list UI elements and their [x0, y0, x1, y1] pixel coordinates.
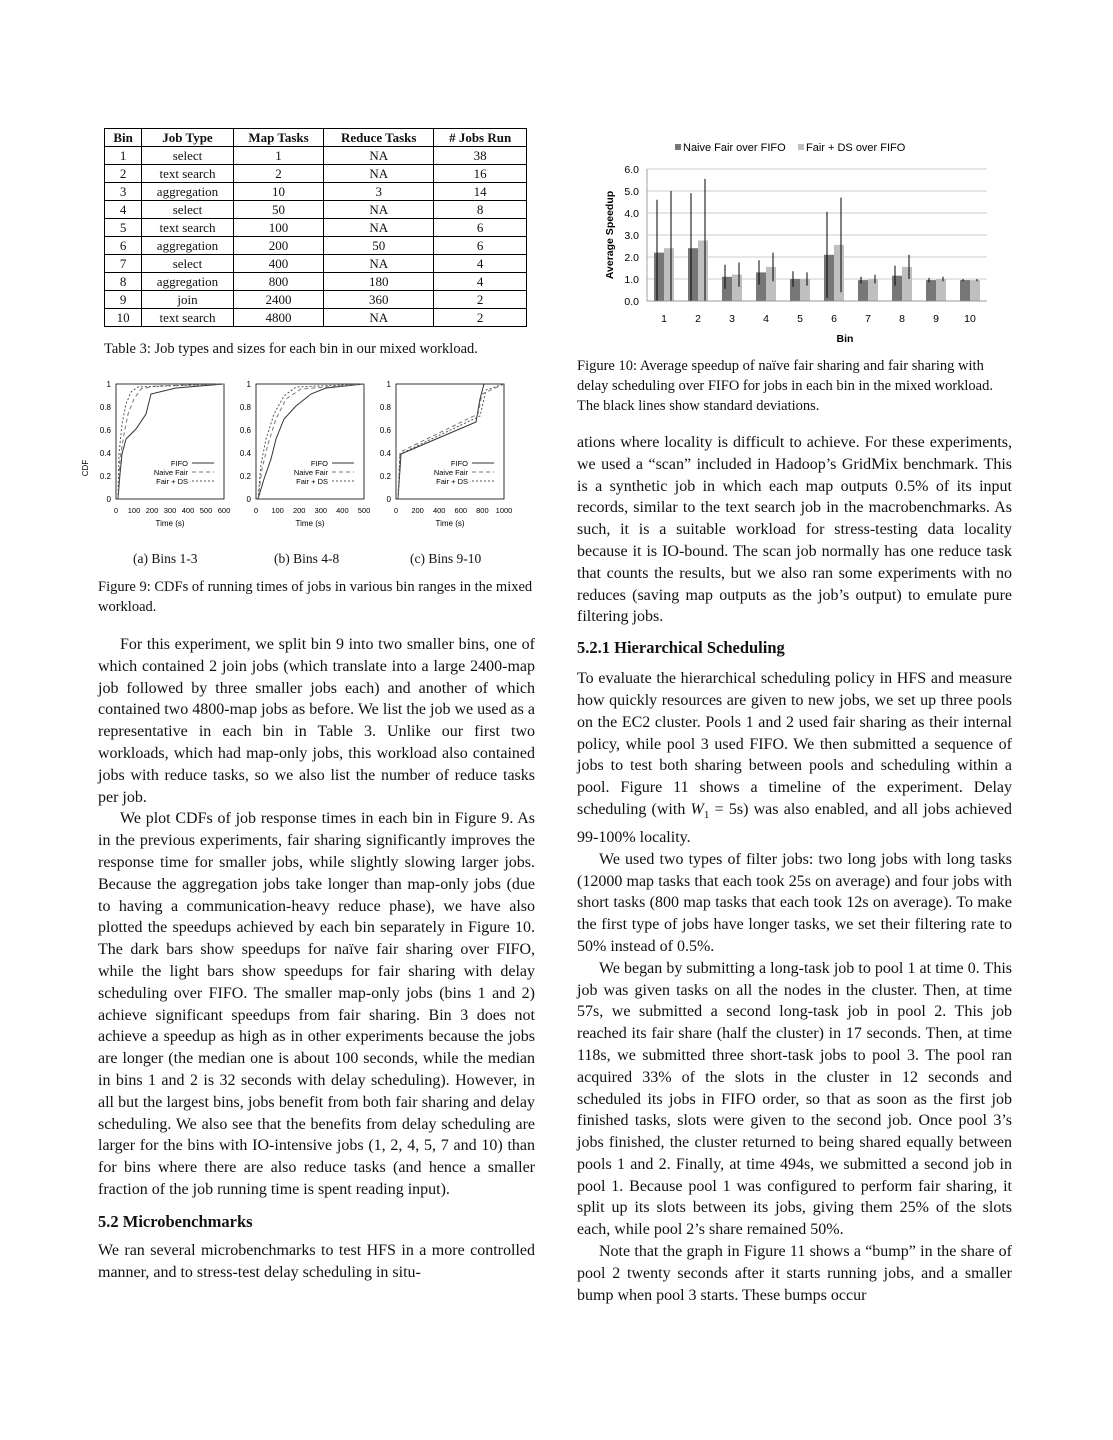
bar: [970, 280, 980, 301]
xtick-label: 300: [163, 506, 177, 515]
xtick-label: 400: [432, 506, 446, 515]
table-row: [105, 219, 527, 237]
table-row: [105, 183, 527, 201]
table-header-cell: Reduce Tasks: [324, 129, 434, 147]
xtick-label: 500: [199, 506, 213, 515]
table-cell: 50: [233, 201, 323, 219]
bar: [868, 279, 878, 301]
table-cell: 6: [434, 237, 527, 255]
ytick-label: 0.2: [379, 472, 391, 481]
table-row: [105, 165, 527, 183]
ytick-label: 6.0: [624, 164, 639, 176]
table-row: [105, 291, 527, 309]
xtick-label: 500: [357, 506, 371, 515]
xtick-label: 0: [113, 506, 119, 515]
ytick-label: 0.2: [99, 472, 111, 481]
table-header-row: [105, 129, 527, 147]
table-cell: 8: [105, 273, 142, 291]
paragraph: We ran several microbenchmarks to test HFS in a more controlled manner, and to stress-test delay scheduling in situ-: [98, 1241, 535, 1281]
bar: [926, 280, 936, 301]
ytick-label: 0.8: [239, 403, 251, 412]
table-cell: 6: [434, 219, 527, 237]
xtick-label: 300: [314, 506, 328, 515]
table-cell: 4800: [233, 309, 323, 327]
bar: [766, 267, 776, 301]
xtick-label: 200: [292, 506, 306, 515]
bar: [892, 276, 902, 301]
ytick-label: 0.8: [379, 403, 391, 412]
legend-label: Fair + DS: [436, 477, 468, 486]
xtick-label: 2: [695, 313, 701, 325]
table-cell: 800: [233, 273, 323, 291]
table-cell: 9: [105, 291, 142, 309]
xtick-label: 200: [145, 506, 159, 515]
table-cell: aggregation: [142, 183, 234, 201]
legend-label: Naive Fair: [293, 468, 328, 477]
table-cell: 16: [434, 165, 527, 183]
table-cell: select: [142, 255, 234, 273]
table-header-cell: # Jobs Run: [434, 129, 527, 147]
table-cell: NA: [324, 201, 434, 219]
table-cell: 14: [434, 183, 527, 201]
legend-entry: Naive Fair over FIFO: [683, 142, 786, 154]
fig9-sublabels: [98, 551, 535, 573]
fig10-ylabel: Average Speedup: [604, 190, 616, 280]
bar: [936, 279, 946, 301]
table-cell: 4: [105, 201, 142, 219]
text-span: To evaluate the hierarchical scheduling policy in HFS and measure how quickly resources are given to new jobs, we set up three pools on the EC2 cluster. Pools 1 and 2 used fair sharing as their internal policy, while pool 3 used FIFO. We then submitted a sequence of jobs to test both sharing between pools and scheduling within a pool. Figure 11 shows a timeline of the experiment. Delay scheduling (with: [577, 670, 1012, 818]
ytick-label: 0: [386, 495, 391, 504]
bar: [698, 241, 708, 302]
ytick-label: 0.8: [99, 403, 111, 412]
table-cell: 6: [105, 237, 142, 255]
legend-entry: Fair + DS over FIFO: [806, 142, 906, 154]
ytick-label: 0.4: [99, 449, 111, 458]
table-cell: 200: [233, 237, 323, 255]
table-body: [105, 147, 527, 327]
paragraph: Note that the graph in Figure 11 shows a “bump” in the share of pool 2 twenty seconds after it starts running jobs, and a smaller bump when pool 3 starts. These bumps occur: [577, 1243, 1012, 1304]
figure-9: [81, 376, 535, 551]
bar: [960, 280, 970, 301]
bar: [902, 267, 912, 301]
xtick-label: 100: [127, 506, 141, 515]
paragraph: ations where locality is difficult to achieve. For these experiments, we used a “scan” included in Hadoop’s GridMix benchmark. This is a synthetic job in which each map outputs 0.5% of its input records, similar to the text search job in the macrobenchmarks. As such, it is a suitable workload for stress-testing data locality because it is IO-bound. The scan job normally has one reduce task that counts the results, but we also ran some experiments with no reduces (saving map outputs as the job’s output) to emulate pure filtering jobs.: [577, 434, 1012, 626]
table-cell: 2: [233, 165, 323, 183]
table-row: [105, 255, 527, 273]
legend-swatch: [798, 144, 804, 150]
table-cell: NA: [324, 309, 434, 327]
table-cell: 1: [105, 147, 142, 165]
figure-10: [577, 128, 1012, 346]
table-cell: 5: [105, 219, 142, 237]
paragraph: We used two types of filter jobs: two long jobs with long tasks (12000 map tasks that each took 25s on average) and four jobs with short tasks (800 map tasks that each took 12s on average). To make the first type of jobs have longer tasks, we set their filtering rate to 50% instead of 0.5%.: [577, 850, 1012, 955]
table-cell: text search: [142, 309, 234, 327]
ytick-label: 0.6: [239, 426, 251, 435]
legend-label: Naive Fair: [153, 468, 188, 477]
ytick-label: 0.4: [239, 449, 251, 458]
table-cell: 3: [105, 183, 142, 201]
bar: [824, 255, 834, 301]
table-cell: aggregation: [142, 237, 234, 255]
table-cell: aggregation: [142, 273, 234, 291]
legend-label: FIFO: [310, 459, 328, 468]
xlabel: Time (s): [435, 519, 465, 528]
xtick-label: 6: [831, 313, 837, 325]
bar: [722, 277, 732, 301]
ytick-label: 1.0: [624, 274, 639, 286]
bar: [688, 248, 698, 301]
bar: [800, 279, 810, 301]
ytick-label: 1: [386, 380, 391, 389]
fig9-sublabel-c: (c) Bins 9-10: [410, 551, 482, 566]
table-cell: 2: [105, 165, 142, 183]
xtick-label: 10: [964, 313, 976, 325]
xtick-label: 400: [181, 506, 195, 515]
xtick-label: 5: [797, 313, 803, 325]
right-column: [577, 128, 1012, 1306]
table-cell: 10: [105, 309, 142, 327]
fig10-legend: [675, 142, 906, 154]
ytick-label: 0.4: [379, 449, 391, 458]
ytick-label: 4.0: [624, 208, 639, 220]
table-cell: 4: [434, 273, 527, 291]
table-cell: 8: [434, 201, 527, 219]
table-3-caption: Table 3: Job types and sizes for each bin in our mixed workload.: [104, 341, 478, 357]
figure-9-caption: Figure 9: CDFs of running times of jobs in various bin ranges in the mixed workload.: [98, 579, 533, 615]
figure-10-caption: Figure 10: Average speedup of naïve fair sharing and fair sharing with delay scheduling over FIFO for jobs in each bin in the mixed workload. The black lines show standard deviations.: [577, 358, 993, 414]
table-row: [105, 309, 527, 327]
bar: [834, 245, 844, 301]
xtick-label: 0: [393, 506, 399, 515]
xtick-label: 800: [476, 506, 489, 515]
legend-label: Naive Fair: [433, 468, 468, 477]
xtick-label: 100: [271, 506, 284, 515]
left-column: [81, 128, 535, 1283]
table-cell: 2400: [233, 291, 323, 309]
table-cell: NA: [324, 219, 434, 237]
ytick-label: 1: [106, 380, 111, 389]
table-cell: 400: [233, 255, 323, 273]
table-header-cell: Map Tasks: [233, 129, 323, 147]
paragraph: [577, 668, 1012, 849]
subsection-heading: 5.2.1 Hierarchical Scheduling: [577, 638, 785, 658]
legend-swatch: [675, 144, 681, 150]
table-row: [105, 273, 527, 291]
table-cell: 10: [233, 183, 323, 201]
ytick-label: 3.0: [624, 230, 639, 242]
bar: [654, 253, 664, 301]
legend-label: FIFO: [170, 459, 188, 468]
xtick-label: 600: [454, 506, 468, 515]
legend-label: Fair + DS: [156, 477, 188, 486]
table-cell: 1: [233, 147, 323, 165]
bar: [858, 280, 868, 301]
ytick-label: 0.0: [624, 296, 639, 308]
cdf-panel: [240, 380, 370, 528]
fig9-ylabel: CDF: [81, 459, 90, 477]
bar: [732, 275, 742, 301]
legend-label: Fair + DS: [296, 477, 328, 486]
paragraph: We plot CDFs of job response times in each bin in Figure 9. As in the previous experiments, fair sharing significantly improves the response time for smaller jobs, while slightly slowing larger jobs. Because the aggregation jobs take longer than map-only jobs (due to having a communication-heavy reduce phase), we have also plotted the speedups achieved by each bin separately in Figure 10. The dark bars show speedups for naïve fair sharing over FIFO, while the light bars show speedups for fair sharing with delay scheduling over FIFO. The smaller map-only jobs (bins 1 and 2) achieve significant speedups from fair sharing. Bin 3 does not achieve a speedup as high as in other experiments because the jobs are longer (the median one is about 100 seconds, while the median in bins 1 and 2 is 32 seconds with delay scheduling). However, in all but the largest bins, jobs benefit from both fair sharing and delay scheduling. We also see that the benefits from delay scheduling are larger for the bins with IO-intensive jobs (1, 2, 4, 5, 7 and 10) than for bins where there are also reduce tasks (and hence a smaller fraction of the job running time is spent reading input).: [98, 810, 535, 1198]
xtick-label: 600: [217, 506, 231, 515]
paragraph: We began by submitting a long-task job to pool 1 at time 0. This job was given tasks on all the nodes in the cluster. Then, at time 57s, we submitted a second long-task job in pool 2. This job reached its fair share (half the cluster) in 17 seconds. Then, at time 118s, we submitted three short-task jobs to pool 3. The pool ran acquired 33% of the slots in the cluster in 12 seconds and scheduled its jobs in FIFO order, so that as soon as the first job finished tasks, slots were given to the second job. Once pool 3’s jobs finished, the cluster returned to being shared equally between pools 1 and 2. Finally, at time 494s, we submitted a second job in pool 1. Because pool 1 was configured to perform fair sharing, it split up its slots between its jobs, giving them 25% of the slots each, while pool 2’s share remained 50%.: [577, 959, 1012, 1239]
table-cell: 2: [434, 309, 527, 327]
table-header-cell: Bin: [105, 129, 142, 147]
fig9-sublabel-a: (a) Bins 1-3: [133, 551, 198, 566]
ytick-label: 2.0: [624, 252, 639, 264]
xtick-label: 1000: [495, 506, 513, 515]
paragraph: For this experiment, we split bin 9 into two smaller bins, one of which contained 2 join jobs (which translate into a large 2400-map job followed by three smaller jobs each) and another of which contained two 4800-map jobs as before. We list the job we used as a representative in each bin in Table 3. Unlike our first two workloads, which had map-only jobs, this workload also contained jobs with reduce tasks, so we also list the number of reduce tasks per job.: [98, 636, 535, 806]
math-var: W: [690, 800, 704, 818]
bar: [790, 279, 800, 301]
table-row: [105, 201, 527, 219]
section-heading: 5.2 Microbenchmarks: [98, 1211, 253, 1231]
xtick-label: 7: [865, 313, 871, 325]
table-cell: NA: [324, 255, 434, 273]
math-subscript: 1: [703, 809, 710, 822]
xtick-label: 4: [763, 313, 769, 325]
table-3: [104, 128, 527, 327]
xtick-label: 8: [899, 313, 905, 325]
table-cell: join: [142, 291, 234, 309]
text-span: = 5s) was also enabled, and all jobs achieved 99-100% locality.: [577, 800, 1012, 846]
cdf-panel: [380, 380, 512, 528]
table-cell: text search: [142, 219, 234, 237]
table-cell: 4: [434, 255, 527, 273]
cdf-panel: [100, 380, 230, 528]
table-cell: select: [142, 201, 234, 219]
ytick-label: 0.6: [99, 426, 111, 435]
xtick-label: 200: [411, 506, 424, 515]
fig9-sublabel-b: (b) Bins 4-8: [274, 551, 340, 566]
bar: [664, 248, 674, 301]
ytick-label: 1: [246, 380, 251, 389]
table-cell: NA: [324, 165, 434, 183]
table-cell: 3: [324, 183, 434, 201]
table-cell: select: [142, 147, 234, 165]
xlabel: Time (s): [155, 519, 185, 528]
ytick-label: 0: [246, 495, 251, 504]
table-row: [105, 237, 527, 255]
table-cell: 180: [324, 273, 434, 291]
table-header-cell: Job Type: [142, 129, 234, 147]
xtick-label: 3: [729, 313, 735, 325]
fig10-xlabel: Bin: [836, 333, 854, 345]
table-cell: 50: [324, 237, 434, 255]
xtick-label: 0: [253, 506, 259, 515]
xlabel: Time (s): [295, 519, 325, 528]
table-cell: text search: [142, 165, 234, 183]
legend-label: FIFO: [450, 459, 468, 468]
table-cell: 2: [434, 291, 527, 309]
xtick-label: 400: [336, 506, 349, 515]
xtick-label: 1: [661, 313, 667, 325]
table-cell: 38: [434, 147, 527, 165]
ytick-label: 0: [106, 495, 111, 504]
table-cell: NA: [324, 147, 434, 165]
bar: [756, 272, 766, 301]
ytick-label: 0.2: [239, 472, 251, 481]
ytick-label: 0.6: [379, 426, 391, 435]
table-cell: 7: [105, 255, 142, 273]
table-row: [105, 147, 527, 165]
ytick-label: 5.0: [624, 186, 639, 198]
table-cell: 100: [233, 219, 323, 237]
table-cell: 360: [324, 291, 434, 309]
xtick-label: 9: [933, 313, 939, 325]
